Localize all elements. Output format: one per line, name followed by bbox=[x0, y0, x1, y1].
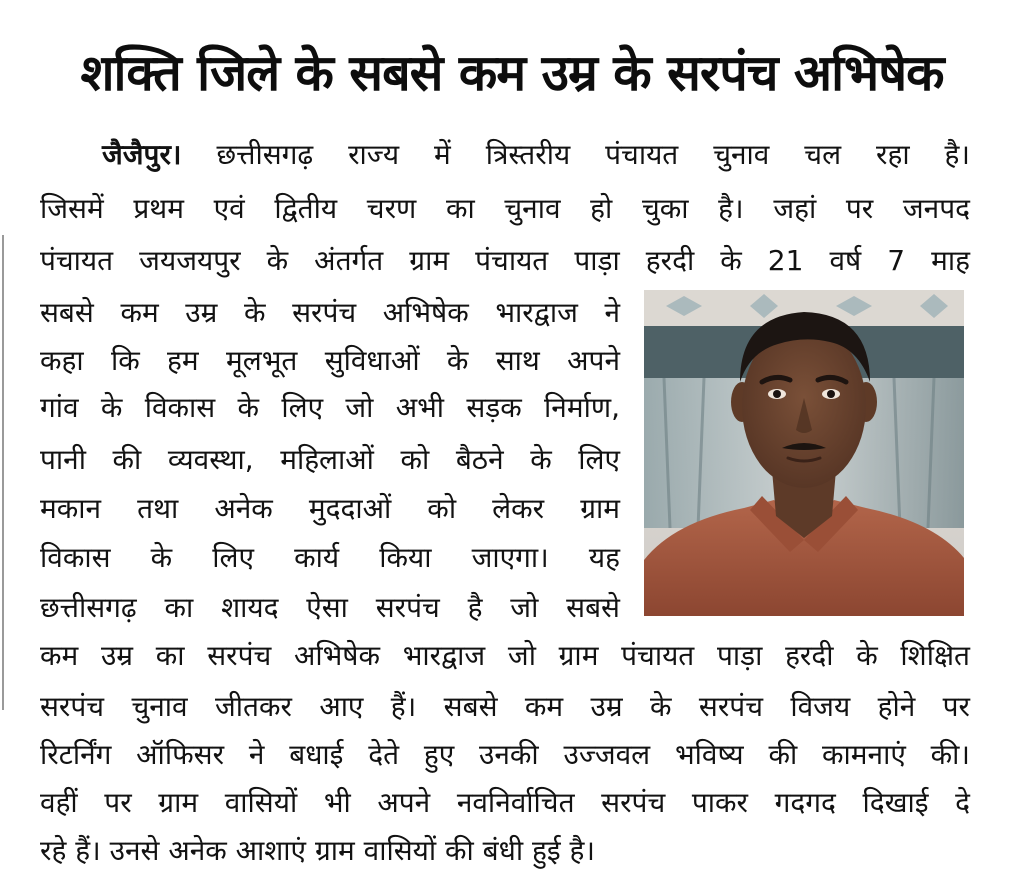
pupil-left bbox=[773, 390, 781, 398]
article-line-14: वहीं पर ग्राम वासियों भी अपने नवनिर्वाचित सरपंच पाकर गदगद दिखाई दे bbox=[40, 786, 970, 819]
article-line-1-text: छत्तीसगढ़ राज्य में त्रिस्तरीय पंचायत चुनाव चल रहा है। bbox=[181, 138, 970, 171]
dateline: जैजैपुर। bbox=[102, 138, 182, 171]
article-line-1 bbox=[40, 132, 970, 178]
article-line-12: सरपंच चुनाव जीतकर आए हैं। सबसे कम उम्र के सरपंच विजय होने पर bbox=[40, 690, 970, 723]
article-line-15: रहे हैं। उनसे अनेक आशाएं ग्राम वासियों की बंधी हुई है। bbox=[40, 834, 596, 867]
article-line-7: पानी की व्यवस्था, महिलाओं को बैठने के लिए bbox=[40, 443, 620, 476]
headline: शक्ति जिले के सबसे कम उम्र के सरपंच अभिषेक bbox=[80, 44, 944, 102]
article-line-13: रिटर्निंग ऑफिसर ने बधाई देते हुए उनकी उज्जवल भविष्य की कामनाएं की। bbox=[40, 738, 970, 771]
portrait-illustration bbox=[644, 290, 964, 616]
portrait-photo bbox=[644, 290, 964, 616]
article-line-11: कम उम्र का सरपंच अभिषेक भारद्वाज जो ग्राम पंचायत पाड़ा हरदी के शिक्षित bbox=[40, 639, 970, 672]
article-line-3: पंचायत जयजयपुर के अंतर्गत ग्राम पंचायत पाड़ा हरदी के 21 वर्ष 7 माह bbox=[40, 244, 970, 277]
article-line-8: मकान तथा अनेक मुददाओं को लेकर ग्राम bbox=[40, 492, 620, 525]
article-line-4: सबसे कम उम्र के सरपंच अभिषेक भारद्वाज ने bbox=[40, 296, 620, 329]
article-line-2: जिसमें प्रथम एवं द्वितीय चरण का चुनाव हो चुका है। जहां पर जनपद bbox=[40, 192, 970, 225]
article-line-10: छत्तीसगढ़ का शायद ऐसा सरपंच है जो सबसे bbox=[40, 591, 620, 624]
column-rule bbox=[2, 235, 4, 710]
article-line-6: गांव के विकास के लिए जो अभी सड़क निर्माण, bbox=[40, 391, 620, 424]
pupil-right bbox=[827, 390, 835, 398]
article-line-5: कहा कि हम मूलभूत सुविधाओं के साथ अपने bbox=[40, 344, 620, 377]
article-line-9: विकास के लिए कार्य किया जाएगा। यह bbox=[40, 541, 620, 574]
